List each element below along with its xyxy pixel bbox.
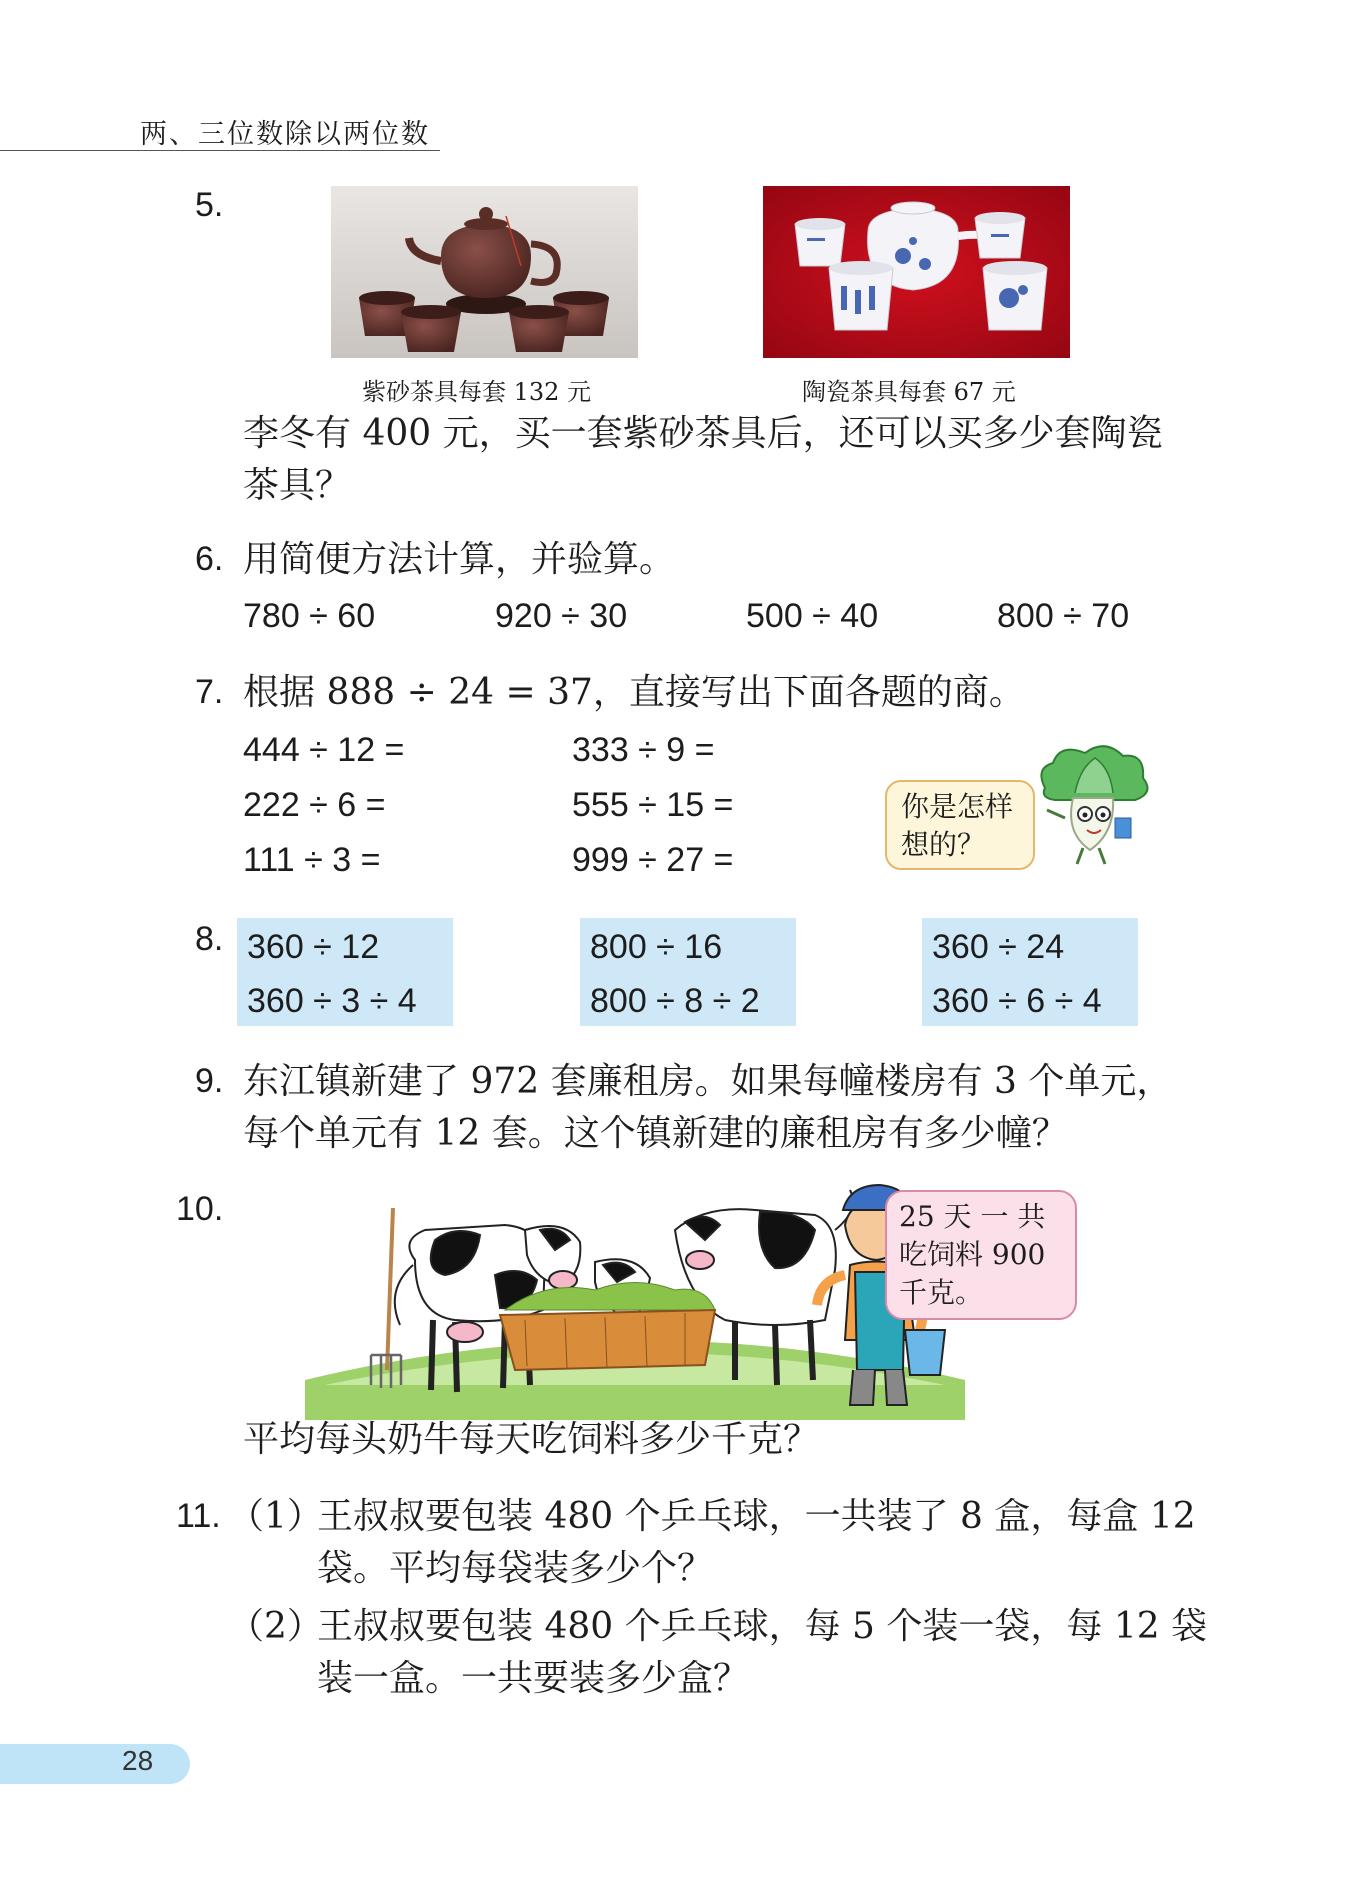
- q10-question: 平均每头奶牛每天吃饲料多少千克？: [243, 1419, 820, 1460]
- question-number-10: 10.: [176, 1190, 224, 1228]
- q5-text-line-1: 李冬有 400 元，买一套紫砂茶具后，还可以买多少套陶瓷: [243, 413, 1163, 454]
- q7-left-1: 444 ÷ 12 =: [243, 731, 405, 769]
- porcelain-tea-set-photo: [763, 186, 1070, 358]
- calc-group-1-line-1: 360 ÷ 12: [247, 928, 380, 966]
- calc-group-2-line-1: 800 ÷ 16: [590, 928, 723, 966]
- q11-part-2-line-2: 装一盒。一共要装多少盒？: [317, 1658, 750, 1699]
- q6-item-2: 920 ÷ 30: [495, 597, 628, 635]
- q6-item-4: 800 ÷ 70: [997, 597, 1130, 635]
- feed-bubble-line-3: 千克。: [899, 1276, 984, 1309]
- q6-item-1: 780 ÷ 60: [243, 597, 376, 635]
- caption-purple-clay-tea-set: 紫砂茶具每套 132 元: [362, 378, 592, 406]
- page-number: 28: [122, 1745, 154, 1776]
- q7-right-3: 999 ÷ 27 =: [572, 841, 734, 879]
- calc-group-1-line-2: 360 ÷ 3 ÷ 4: [247, 982, 417, 1020]
- speech-bubble-how-think: [885, 780, 1035, 870]
- question-number-6: 6.: [195, 540, 224, 578]
- calc-group-3-line-1: 360 ÷ 24: [932, 928, 1065, 966]
- question-number-7: 7.: [195, 673, 224, 711]
- speech-bubble-feed: [885, 1190, 1077, 1320]
- calc-group-3: [922, 918, 1138, 1026]
- question-number-9: 9.: [195, 1062, 224, 1100]
- header-rule: [0, 150, 440, 151]
- q6-item-3: 500 ÷ 40: [746, 597, 879, 635]
- calc-group-1: [237, 918, 453, 1026]
- q7-left-3: 111 ÷ 3 =: [243, 841, 381, 879]
- feed-bubble-line-2: 吃饲料 900: [899, 1238, 1046, 1271]
- calc-group-3-line-2: 360 ÷ 6 ÷ 4: [932, 982, 1102, 1020]
- farmer-and-cows-illustration: [305, 1180, 965, 1420]
- q7-right-2: 555 ÷ 15 =: [572, 786, 734, 824]
- q9-line-1: 东江镇新建了 972 套廉租房。如果每幢楼房有 3 个单元，: [243, 1061, 1173, 1102]
- q11-part-2-label: （2）: [228, 1606, 323, 1647]
- question-number-8: 8.: [195, 920, 224, 958]
- q11-part-1-line-2: 袋。平均每袋装多少个？: [317, 1548, 714, 1589]
- q7-right-1: 333 ÷ 9 =: [572, 731, 715, 769]
- chapter-title: 两、三位数除以两位数: [140, 119, 430, 150]
- q5-text-line-2: 茶具？: [243, 465, 352, 506]
- q11-part-2-line-1: 王叔叔要包装 480 个乒乓球，每 5 个装一袋，每 12 袋: [317, 1606, 1208, 1647]
- bubble-line-2: 想的？: [901, 828, 986, 861]
- question-number-11: 11.: [176, 1497, 221, 1535]
- calc-group-2-line-2: 800 ÷ 8 ÷ 2: [590, 982, 760, 1020]
- calc-group-2: [580, 918, 796, 1026]
- page-number-tab: [0, 1744, 190, 1784]
- feed-bubble-line-1: 25 天 一 共: [899, 1200, 1046, 1233]
- bubble-line-1: 你是怎样: [901, 790, 1014, 823]
- caption-porcelain-tea-set: 陶瓷茶具每套 67 元: [802, 378, 1016, 406]
- purple-clay-tea-set-photo: [331, 186, 638, 358]
- q6-prompt: 用简便方法计算，并验算。: [243, 539, 676, 580]
- q7-prompt: 根据 888 ÷ 24 = 37，直接写出下面各题的商。: [243, 672, 1025, 713]
- cabbage-mascot-icon: [1035, 738, 1155, 868]
- q11-part-1-label: （1）: [228, 1496, 323, 1537]
- q7-left-2: 222 ÷ 6 =: [243, 786, 386, 824]
- q11-part-1-line-1: 王叔叔要包装 480 个乒乓球，一共装了 8 盒，每盒 12: [317, 1496, 1196, 1537]
- q9-line-2: 每个单元有 12 套。这个镇新建的廉租房有多少幢？: [243, 1113, 1068, 1154]
- question-number-5: 5.: [195, 186, 224, 224]
